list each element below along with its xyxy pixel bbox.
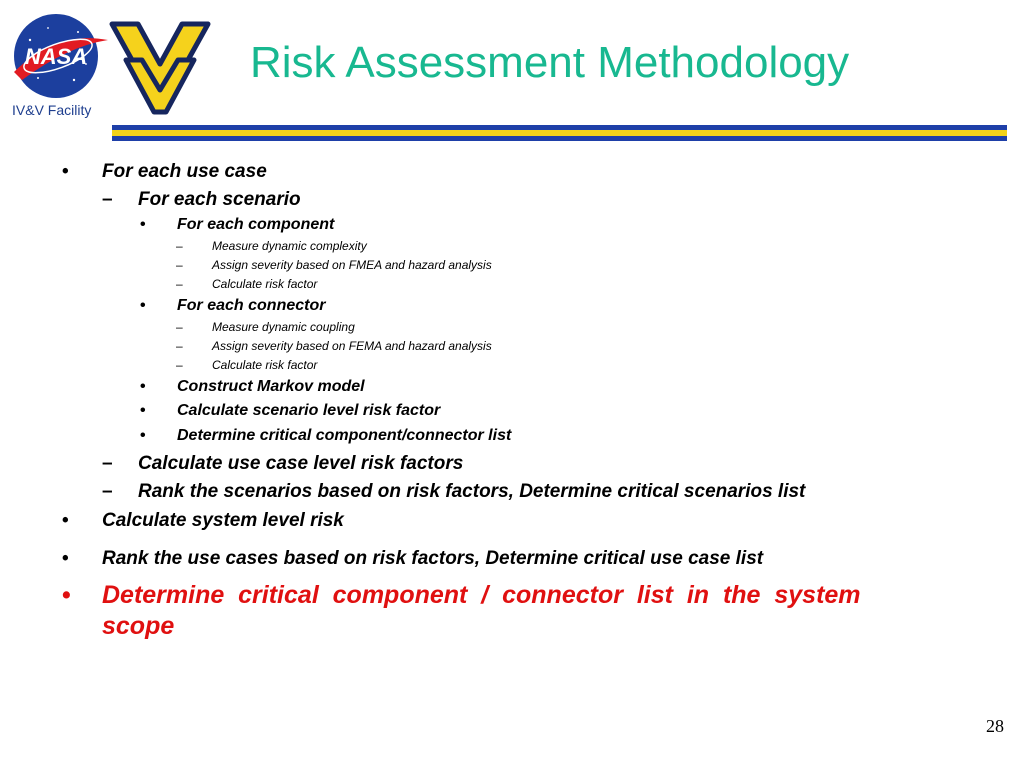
nasa-logo (8, 10, 112, 102)
facility-label: IV&V Facility (12, 102, 92, 118)
page-number: 28 (986, 716, 1004, 736)
outline-item-highlight-cont: scope (102, 612, 175, 640)
wv-logo (108, 18, 212, 116)
slide-title: Risk Assessment Methodology (250, 38, 850, 87)
svg-text:NASA: NASA (24, 44, 88, 69)
title-rule (112, 125, 1007, 142)
